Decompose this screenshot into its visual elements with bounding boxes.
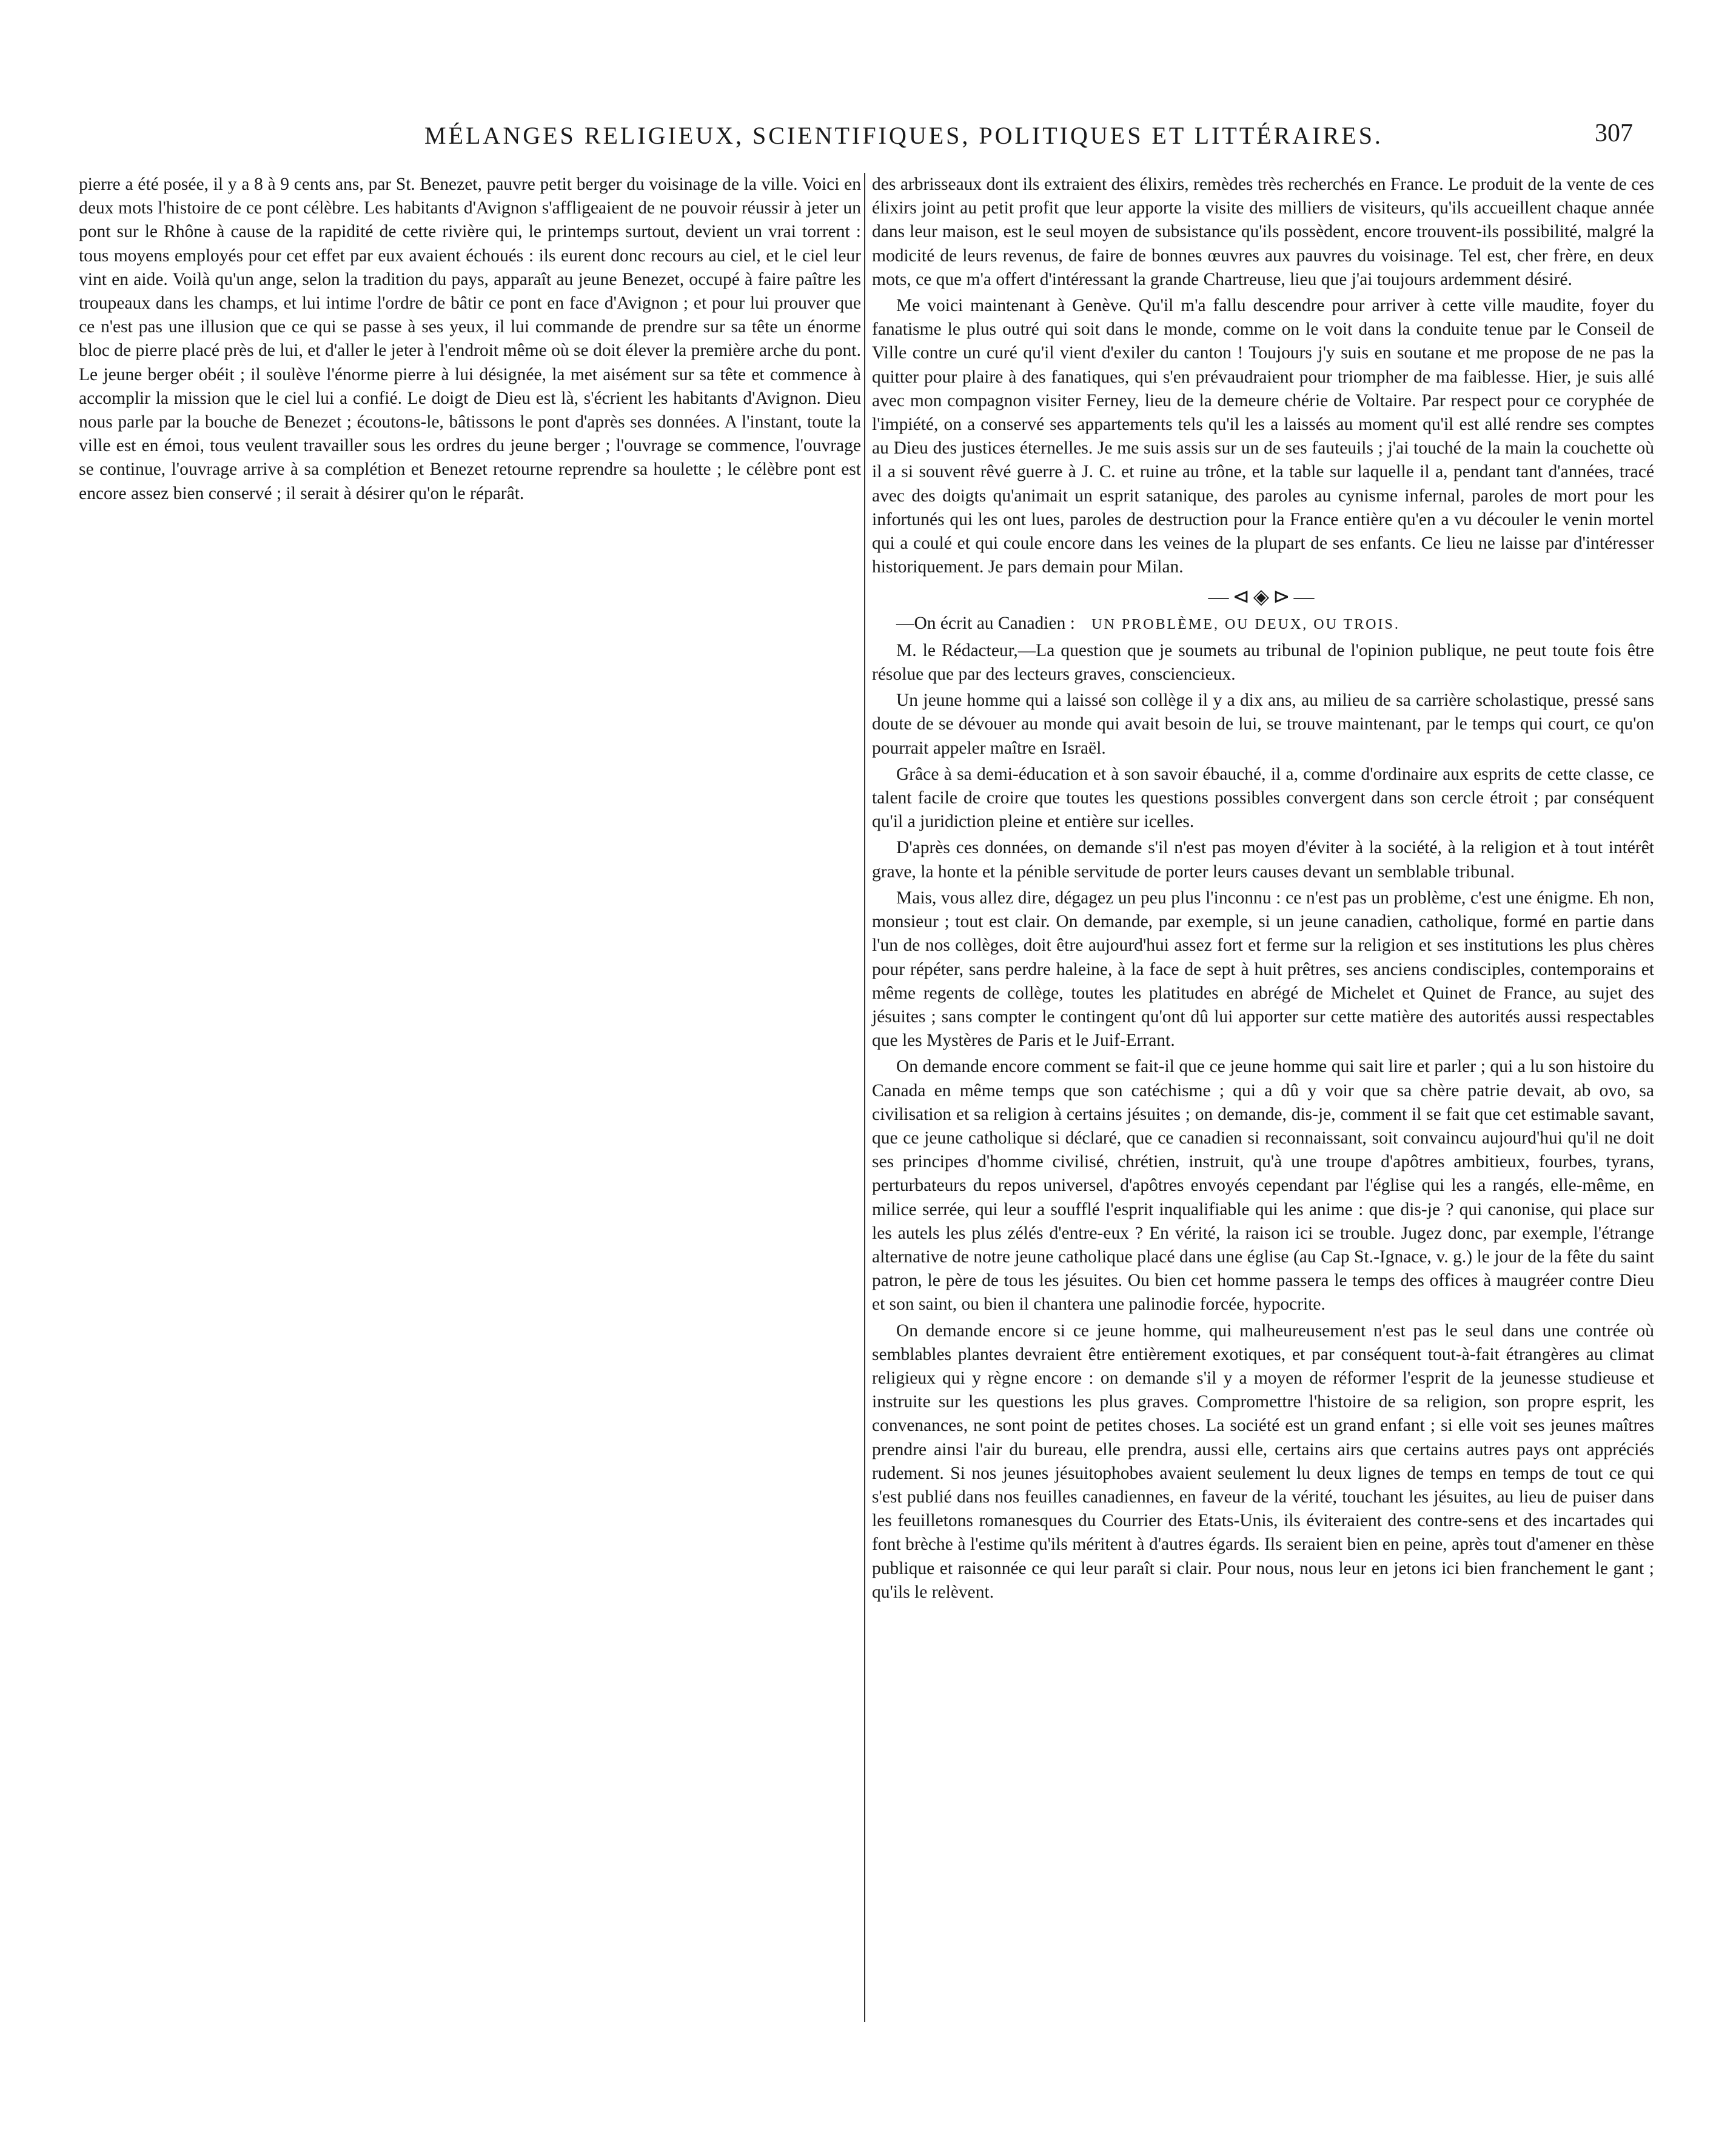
- article-intro: —On écrit au Canadien :: [896, 613, 1075, 633]
- article-title: UN PROBLÈME, OU DEUX, OU TROIS.: [1091, 616, 1400, 632]
- paragraph: M. le Rédacteur,—La question que je soumets au tribunal de l'opinion publique, ne peut toute fois être résolue que par des lecteurs graves, consciencieux.: [872, 640, 1654, 685]
- page-number: 307: [1595, 119, 1633, 147]
- paragraph: Me voici maintenant à Genève. Qu'il m'a fallu descendre pour arriver à cette ville maudite, foyer du fanatisme le plus outré qui soit dans le monde, comme on le voit dans la conduite tenue par le Conseil de Ville contre un curé qu'il vient d'exiler du canton ! Toujours j'y suis en soutane et me propose de ne pas la quitter pour plaire à des fanatiques, qui s'en prévaudraient pour triompher de ma faiblesse. Hier, je suis allé avec mon compagnon visiter Ferney, lieu de la demeure chérie de Voltaire. Par respect pour ce coryphée de l'impiété, on a conservé ses appartements tels qu'il les a laissés au moment qu'il est allé rendre ses comptes au Dieu des justices éternelles. Je me suis assis sur un de ses fauteuils ; j'ai touché de la main la couchette où il a si souvent rêvé guerre à J. C. et ruine au trône, et la table sur laquelle il a, pendant tant d'années, tracé avec des doigts qu'animait un esprit satanique, des paroles au cynisme infernal, paroles de mort pour les infortunés qui les ont lues, paroles de destruction pour la France entière qu'en a vu découler le venin mortel qui a coulé et qui coule encore dans les veines de la plupart de ses enfants. Ce lieu ne laisse par d'intéresser historiquement. Je pars demain pour Milan.: [872, 296, 1654, 577]
- running-title: MÉLANGES RELIGIEUX, SCIENTIFIQUES, POLITIQUES ET LITTÉRAIRES.: [424, 122, 1383, 149]
- paragraph: On demande encore comment se fait-il que ce jeune homme qui sait lire et parler ; qui a lu son histoire du Canada en même temps que son catéchisme ; qui a dû y voir que sa chère patrie devait, ab ovo, sa civilisation et sa religion à certains jésuites ; on demande, dis-je, comment il se fait que cet estimable savant, que ce jeune catholique si déclaré, que ce canadien si reconnaissant, soit convaincu aujourd'hui qu'il ne doit ses principes d'homme civilisé, chrétien, instruit, qu'à une troupe d'apôtres ambitieux, fourbes, tyrans, perturbateurs du repos universel, d'apôtres envoyés cependant par l'église qui les a rangés, elle-même, en milice serrée, qui leur a soufflé l'esprit inqualifiable qui les anime : que dis-je ? qui canonise, qui place sur les autels les plus zélés d'entre-eux ? En vérité, la raison ici se trouble. Jugez donc, par exemple, l'étrange alternative de notre jeune catholique placé dans une église (au Cap St.-Ignace, v. g.) le jour de la fête du saint patron, le père de tous les jésuites. Ou bien cet homme passera le temps des offices à maugréer contre Dieu et son saint, ou bien il chantera une palinodie forcée, hypocrite.: [872, 1057, 1654, 1315]
- paragraph: Grâce à sa demi-éducation et à son savoir ébauché, il a, comme d'ordinaire aux esprits de cette classe, ce talent facile de croire que toutes les questions possibles convergent dans son cercle étroit ; par conséquent qu'il a juridiction pleine et entière sur icelles.: [872, 764, 1654, 832]
- paragraph: D'après ces données, on demande s'il n'est pas moyen d'éviter à la société, à la religion et à tout intérêt grave, la honte et la pénible servitude de porter leurs causes devant un semblable tribunal.: [872, 838, 1654, 882]
- paragraph: des arbrisseaux dont ils extraient des élixirs, remèdes très recherchés en France. Le produit de la vente de ces élixirs joint au petit profit que leur apporte la visite des milliers de visiteurs, qu'ils accueillent chaque année dans leur maison, est le seul moyen de subsistance qu'ils possèdent, encore trouvent-ils possibilité, malgré la modicité de leurs revenus, de faire de bonnes œuvres aux pauvres du voisinage. Tel est, cher frère, en deux mots, ce que m'a offert d'intéressant la grande Chartreuse, lieu que j'ai toujours ardemment désiré.: [872, 175, 1654, 289]
- left-column: [79, 173, 861, 2022]
- paragraph: Un jeune homme qui a laissé son collège il y a dix ans, au milieu de sa carrière scholastique, pressé sans doute de se dévouer au monde qui avait besoin de lui, se trouve maintenant, par le temps qui court, ce qu'on pourrait appeler maître en Israël.: [872, 691, 1654, 758]
- column-divider: [864, 173, 865, 2022]
- paragraph: On demande encore si ce jeune homme, qui malheureusement n'est pas le seul dans une contrée où semblables plantes devraient être entièrement exotiques, et par conséquent tout-à-fait étrangères au climat religieux qui y règne encore : on demande s'il y a moyen de réformer l'esprit de la jeunesse studieuse et instruite sur les questions les plus graves. Compromettre l'histoire de sa religion, son propre esprit, les convenances, ne sont point de petites choses. La société est un grand enfant ; si elle voit ses jeunes maîtres prendre ainsi l'air du bureau, elle prendra, aussi elle, certains airs que certains autres pays ont appréciés rudement. Si nos jeunes jésuitophobes avaient seulement lu deux lignes de temps en temps de tout ce qui s'est publié dans nos feuilles canadiennes, en faveur de la vérité, touchant les jésuites, au lieu de puiser dans les feuilletons romanesques du Courrier des Etats-Unis, ils éviteraient des contre-sens et des incartades qui font brèche à l'estime qu'ils méritent à d'autres égards. Ils seraient bien en peine, après tout d'amener en thèse publique et raisonnée ce qui leur paraît si clair. Pour nous, nous leur en jetons ici bien franchement le gant ; qu'ils le relèvent.: [872, 1321, 1654, 1602]
- section-ornament: —⊲◈⊳—: [1208, 586, 1318, 609]
- paragraph: pierre a été posée, il y a 8 à 9 cents ans, par St. Benezet, pauvre petit berger du voisinage de la ville. Voici en deux mots l'histoire de ce pont célèbre. Les habitants d'Avignon s'affligeaient de ne pouvoir réussir à jeter un pont sur le Rhône à cause de la rapidité de cette rivière qui, le printemps surtout, devient un vrai torrent : tous moyens employés pour cet effet par eux avaient échoués : ils eurent donc recours au ciel, et le ciel leur vint en aide. Voilà qu'un ange, selon la tradition du pays, apparaît au jeune Benezet, occupé à faire paître les troupeaux dans les champs, et lui intime l'ordre de bâtir ce pont en face d'Avignon ; et pour lui prouver que ce n'est pas une illusion que ce qui se passe à ses yeux, il lui commande de prendre sur sa tête un énorme bloc de pierre placé près de lui, et d'aller le jeter à l'endroit même où se doit élever la première arche du pont. Le jeune berger obéit ; il soulève l'énorme pierre à lui désignée, la met aisément sur sa tête et commence à accomplir la mission que le ciel lui a confié. Le doigt de Dieu est là, s'écrient les habitants d'Avignon. Dieu nous parle par la bouche de Benezet ; écoutons-le, bâtissons le pont d'après ses données. A l'instant, toute la ville est en émoi, tous veulent travailler sous les ordres du jeune berger ; l'ouvrage se commence, l'ouvrage se continue, l'ouvrage arrive à sa complétion et Benezet retourne reprendre sa houlette ; le célèbre pont est encore assez bien conservé ; il serait à désirer qu'on le réparât.: [79, 175, 861, 503]
- paragraph: Mais, vous allez dire, dégagez un peu plus l'inconnu : ce n'est pas un problème, c'est une énigme. Eh non, monsieur ; tout est clair. On demande, par exemple, si un jeune canadien, catholique, formé en partie dans l'un de nos collèges, doit être aujourd'hui assez fort et ferme sur la religion et ses institutions les plus chères pour répéter, sans perdre haleine, à la face de sept à huit prêtres, ses anciens condisciples, contemporains et même regents de collège, toutes les platitudes en abrégé de Michelet et Quinet de France, au sujet des jésuites ; sans compter le contingent qu'ont dû lui apporter sur cette matière des autorités aussi respectables que les Mystères de Paris et le Juif-Errant.: [872, 888, 1654, 1051]
- right-column: [872, 173, 1654, 2022]
- article-heading: [872, 612, 1654, 637]
